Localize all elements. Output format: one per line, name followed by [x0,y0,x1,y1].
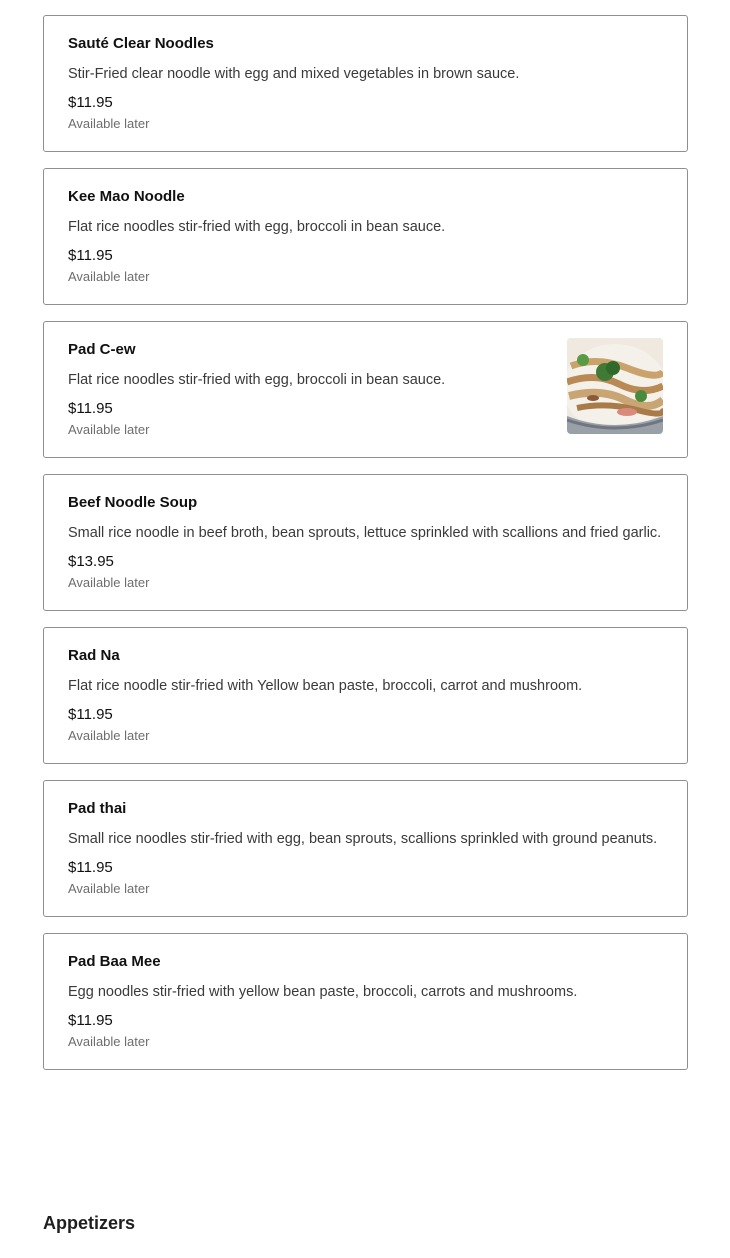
menu-item-price: $13.95 [68,553,114,570]
menu-item-availability: Available later [68,575,150,590]
menu-item-description: Flat rice noodles stir-fried with egg, broccoli in bean sauce. [68,219,446,235]
menu-item-name: Sauté Clear Noodles [68,35,214,52]
menu-item-description: Small rice noodles stir-fried with egg, bean sprouts, scallions sprinkled with ground peanuts. [68,831,658,847]
menu-item-card[interactable] [43,627,688,764]
menu-item-availability: Available later [68,881,150,896]
menu-item-availability: Available later [68,116,150,131]
menu-item-availability: Available later [68,728,150,743]
menu-item-card[interactable] [43,933,688,1070]
menu-item-availability: Available later [68,422,150,437]
noodle-dish-photo[interactable] [567,338,663,434]
menu-item-description: Small rice noodle in beef broth, bean sprouts, lettuce sprinkled with scallions and fried garlic. [68,525,662,541]
menu-item-name: Pad C-ew [68,341,136,358]
menu-item-list [43,0,688,1086]
menu-item-description: Stir-Fried clear noodle with egg and mixed vegetables in brown sauce. [68,66,520,82]
menu-item-card[interactable] [43,780,688,917]
menu-item-price: $11.95 [68,859,113,876]
menu-item-card[interactable] [43,321,688,458]
menu-item-price: $11.95 [68,1012,113,1029]
menu-item-card[interactable] [43,474,688,611]
menu-item-price: $11.95 [68,400,113,417]
menu-item-availability: Available later [68,269,150,284]
menu-item-description: Flat rice noodle stir-fried with Yellow bean paste, broccoli, carrot and mushroom. [68,678,583,694]
menu-item-name: Pad thai [68,800,127,817]
menu-item-name: Beef Noodle Soup [68,494,198,511]
menu-item-card[interactable] [43,15,688,152]
menu-item-price: $11.95 [68,94,113,111]
menu-item-name: Pad Baa Mee [68,953,161,970]
menu-item-card[interactable] [43,168,688,305]
menu-item-availability: Available later [68,1034,150,1049]
menu-item-price: $11.95 [68,247,113,264]
menu-item-description: Egg noodles stir-fried with yellow bean paste, broccoli, carrots and mushrooms. [68,984,578,1000]
menu-item-description: Flat rice noodles stir-fried with egg, broccoli in bean sauce. [68,372,446,388]
menu-item-price: $11.95 [68,706,113,723]
menu-item-name: Kee Mao Noodle [68,188,185,205]
section-title-appetizers: Appetizers [43,1213,136,1233]
menu-item-name: Rad Na [68,647,120,664]
